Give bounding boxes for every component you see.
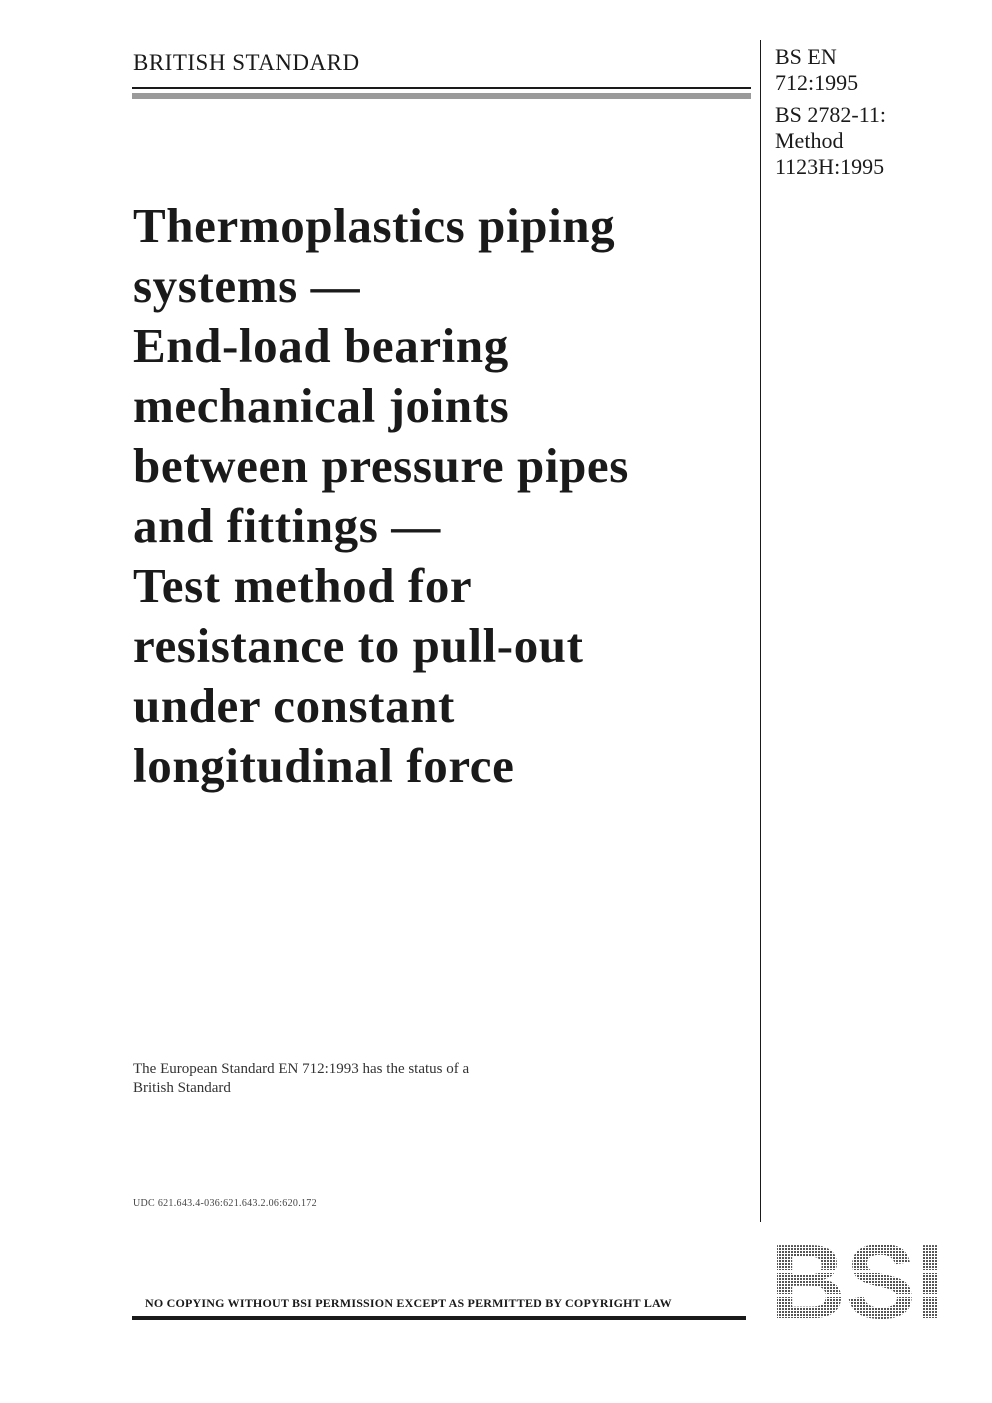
reference-line: 712:1995	[775, 70, 859, 95]
status-statement	[133, 1060, 469, 1098]
vertical-divider	[760, 40, 761, 1222]
title-line: longitudinal force	[133, 738, 515, 793]
title-line: resistance to pull-out	[133, 618, 584, 673]
reference-line: 1123H:1995	[775, 154, 885, 179]
header-rule-thin	[132, 87, 751, 89]
copyright-notice: NO COPYING WITHOUT BSI PERMISSION EXCEPT AS PERMITTED BY COPYRIGHT LAW	[145, 1296, 672, 1310]
standard-reference-block	[775, 44, 886, 180]
title-line: under constant	[133, 678, 455, 733]
header-label: BRITISH STANDARD	[133, 50, 360, 75]
bsi-logo-fill	[770, 1242, 945, 1320]
bsi-logo-band	[770, 1270, 945, 1273]
title-line: mechanical joints	[133, 378, 510, 433]
title-line: and fittings —	[133, 498, 441, 553]
reference-line: BS EN	[775, 44, 837, 69]
title-line: Test method for	[133, 558, 473, 613]
reference-line: Method	[775, 128, 844, 153]
udc-classification: UDC 621.643.4-036:621.643.2.06:620.172	[133, 1198, 317, 1209]
standard-reference-en	[775, 44, 886, 96]
bsi-logo-band	[770, 1294, 945, 1297]
document-title	[133, 196, 753, 796]
bsi-logo	[770, 1242, 945, 1320]
title-line: End-load bearing	[133, 318, 509, 373]
title-line: Thermoplastics piping	[133, 198, 616, 253]
reference-line: BS 2782-11:	[775, 102, 887, 127]
status-line: British Standard	[133, 1080, 231, 1096]
status-line: The European Standard EN 712:1993 has the status of a	[133, 1061, 470, 1077]
footer-rule	[132, 1316, 746, 1320]
standard-reference-bs	[775, 102, 886, 180]
header-rule-thick	[132, 93, 751, 99]
title-line: between pressure pipes	[133, 438, 629, 493]
title-line: systems —	[133, 258, 361, 313]
